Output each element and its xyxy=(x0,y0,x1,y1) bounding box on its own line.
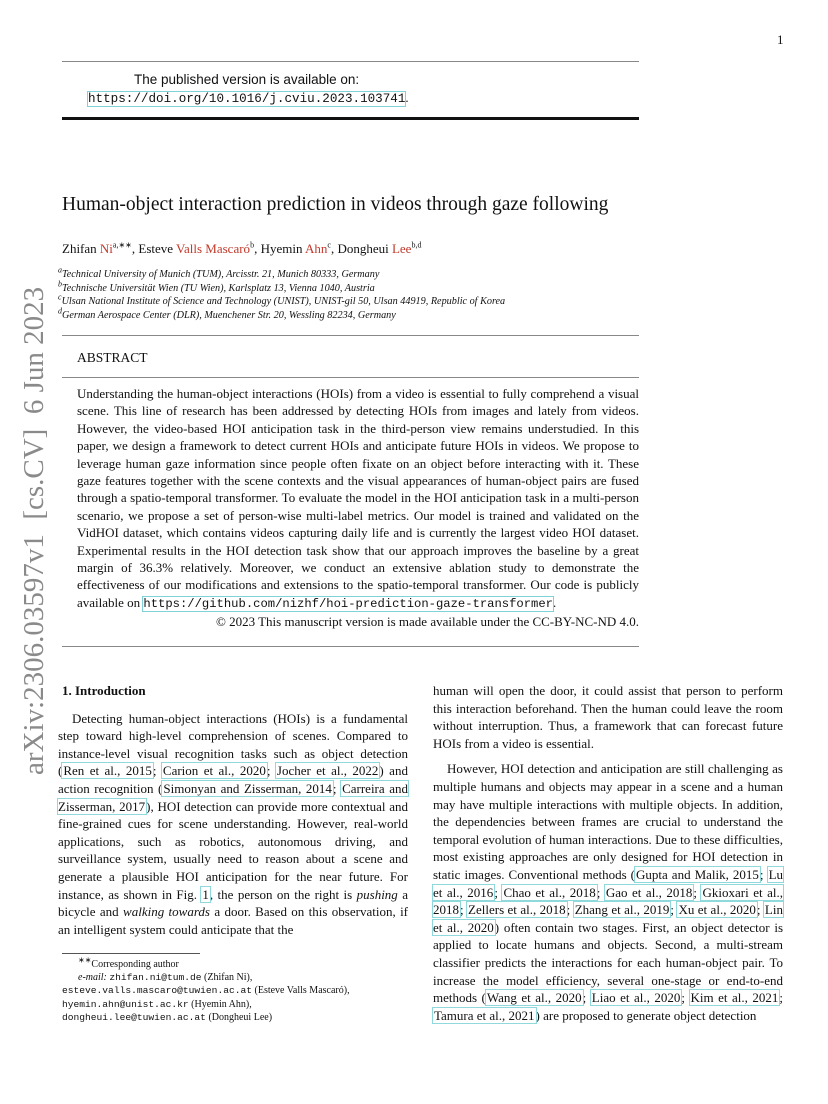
author-1: Zhifan $Ni^{a,∗∗}$, xyxy=(62,240,139,256)
citation-link[interactable]: Xu et al., 2020 xyxy=(678,902,756,918)
abstract-body: Understanding the human-object interactions (HOIs) from a video is essential to fully comprehend a visual scene. This line of research has been addressed by detecting HOIs from images and lately from videos. However, the video-based HOI anticipation task in the third-person view remains understudied. In this paper, we design a framework to detect current HOIs and anticipate future HOIs in videos. We propose to leverage human gaze information since people often fixate on an object before interacting with it. These gaze features together with the scene contexts and the visual appearances of human-object pairs are fused through a spatio-temporal transformer. To evaluate the model in the HOI anticipation task in a multi-person scenario, we propose a set of person-wise multi-label metrics. Our model is trained and validated on the VidHOI dataset, which contains videos capturing daily life and is currently the largest video HOI dataset. Experimental results in the HOI detection task show that our approach improves the baseline by a great margin of 36.3% relatively. Moreover, we conduct an extensive ablation study to demonstrate the effectiveness of our modifications and extensions to the spatio-temporal transformer. Our code is publicly available on https://github.com/nizhf/hoi-prediction-gaze-transformer. © 2023 This manuscript version is made available under the CC-BY-NC-ND 4.0. xyxy=(77,386,639,630)
doi-link[interactable]: https://doi.org/10.1016/j.cviu.2023.103741 xyxy=(88,92,406,106)
abstract-heading: ABSTRACT xyxy=(77,350,148,365)
paper-title: Human-object interaction prediction in videos through gaze following xyxy=(62,194,609,215)
abstract-bottom-rule xyxy=(62,646,639,647)
citation-link[interactable]: Zhang et al., 2019 xyxy=(574,902,670,918)
right-column xyxy=(433,682,783,1024)
section-heading-introduction: 1. Introduction xyxy=(62,683,146,698)
figure-reference-link[interactable]: 1 xyxy=(202,886,209,902)
author-3: Hyemin Ahn$^c$, xyxy=(260,240,338,256)
footnote-email-line-1: e-mail: zhifan.ni@tum.de (Zhifan Ni), xyxy=(78,972,253,984)
citation-link[interactable]: Jocher et al., 2022 xyxy=(276,763,379,779)
footnote-rule xyxy=(62,953,200,954)
intro-paragraph-3: However, HOI detection and anticipation are still challenging as multiple humans and objects may appear in a scene and a human may have multiple interactions with multiple objects. In addition, the dependencies between frames are crucial to understand the temporal evolution of human interactions. Due to these difficulties, most existing approaches are only designed for HOI detection in static images. Conventional methods (Gupta and Malik, 2015; Lu et al., 2016; Chao et al., 2018; Gao et al., 2018; Gkioxari et al., 2018; Zellers et al., 2018; Zhang et al., 2019; Xu et al., 2020; Lin et al., 2020) often contain two stages. First, an object detector is applied to locate humans and objects. Second, a multi-stream classifier predicts the interactions for each human-object pair. To increase the model efficiency, several one-stage or end-to-end methods (Wang et al., 2020; Liao et al., 2020; Kim et al., 2021; Tamura et al., 2021) are proposed to generate object detection xyxy=(433,761,784,1023)
author-2: Esteve Valls Mascaró$^b$, xyxy=(138,240,261,256)
footnote-corresponding: ∗∗Corresponding author xyxy=(78,955,179,970)
affiliation-a: $^a$Technical University of Munich (TUM), Arcisstr. 21, Munich 80333, Germany xyxy=(58,265,380,280)
citation-link[interactable]: Lu et al., 2016 xyxy=(433,866,784,900)
page-number: 1 xyxy=(777,32,784,47)
code-link[interactable]: https://github.com/nizhf/hoi-prediction-gaze-transformer xyxy=(143,596,553,611)
citation-link[interactable]: Tamura et al., 2021 xyxy=(434,1007,535,1023)
citation-link[interactable]: Gupta and Malik, 2015 xyxy=(636,866,759,882)
citation-link[interactable]: Chao et al., 2018 xyxy=(503,884,596,900)
citation-link[interactable]: Zellers et al., 2018 xyxy=(468,902,566,918)
affiliation-b: $^b$Technische Universität Wien (TU Wien), Karlsplatz 13, Vienna 1040, Austria xyxy=(58,279,375,294)
header-top-rule xyxy=(62,61,639,62)
author-list xyxy=(62,241,421,257)
citation-link[interactable]: Carion et al., 2020 xyxy=(162,763,266,779)
citation-link[interactable]: Wang et al., 2020 xyxy=(486,990,582,1006)
citation-link[interactable]: Kim et al., 2021 xyxy=(690,990,779,1006)
copyright-note: © 2023 This manuscript version is made available under the CC-BY-NC-ND 4.0. xyxy=(215,614,639,630)
intro-paragraph-2-cont: human will open the door, it could assist that person to perform this interaction beforehand. Then the human could leave the room without interruption. Thus, a framework that can forecast future HOIs from a video is essential. xyxy=(433,683,783,751)
footnote-email-line-2: esteve.valls.mascaro@tuwien.ac.at (Esteve Valls Mascaró), xyxy=(62,985,350,997)
footnote-email-line-3: hyemin.ahn@unist.ac.kr (Hyemin Ahn), xyxy=(62,998,252,1010)
arxiv-side-label: arXiv:2306.03597v1 [cs.CV] 6 Jun 2023 xyxy=(18,286,50,775)
left-column xyxy=(58,682,408,938)
citation-link[interactable]: Gkioxari et al., 2018 xyxy=(433,884,783,918)
citation-link[interactable]: Carreira and Zisserman, 2017 xyxy=(58,780,408,814)
doi-line xyxy=(88,90,409,106)
abstract-top-rule xyxy=(62,335,639,336)
citation-link[interactable]: Simonyan and Zisserman, 2014 xyxy=(163,780,332,796)
footnote-email-line-4: dongheui.lee@tuwien.ac.at (Dongheui Lee) xyxy=(62,1011,273,1023)
affiliation-d: $^d$German Aerospace Center (DLR), Muenchener Str. 20, Wessling 82234, Germany xyxy=(58,306,396,321)
citation-link[interactable]: Liao et al., 2020 xyxy=(591,990,681,1006)
published-version-note: The published version is available on: xyxy=(134,72,360,87)
footnote xyxy=(62,955,422,1024)
affiliations xyxy=(58,265,618,322)
citation-link[interactable]: Gao et al., 2018 xyxy=(605,884,693,900)
abstract-text: Understanding the human-object interactions (HOIs) from a video is essential to fully comprehend a visual scene. This line of research has been addressed by detecting HOIs from images and lately from videos. However, the video-based HOI anticipation task in the third-person view remains understudied. In this paper, we design a framework to detect current HOIs and anticipate future HOIs in videos. We propose to leverage human gaze information since people often fixate on an object before interacting with it. These gaze features together with the scene contexts and the visual appearances of human-object pairs are fused through a spatio-temporal transformer. To evaluate the model in the HOI anticipation task in a multi-person scenario, we propose a set of person-wise multi-label metrics. Our model is trained and validated on the VidHOI dataset, which contains videos capturing daily life and is currently the largest video HOI dataset. Experimental results in the HOI detection task show that our approach improves the baseline by a great margin of 36.3% relatively. Moreover, we conduct an extensive ablation study to demonstrate the effectiveness of our modifications and extensions to the spatio-temporal transformer. Our code is publicly available on xyxy=(77,386,639,610)
affiliation-c: $^c$Ulsan National Institute of Science and Technology (UNIST), UNIST-gil 50, Ulsan 44919, Republic of Korea xyxy=(58,292,506,308)
citation-link[interactable]: Ren et al., 2015 xyxy=(63,763,152,779)
citation-link[interactable]: Lin et al., 2020 xyxy=(433,902,783,935)
abstract-heading-rule xyxy=(62,377,639,378)
intro-paragraph-1: Detecting human-object interactions (HOIs) is a fundamental step toward high-level comprehension of scenes. Compared to instance-level visual recognition tasks such as object detection (Ren et al., 2015; Carion et al., 2020; Jocher et al., 2022) and action recognition (Simonyan and Zisserman, 2014; Carreira and Zisserman, 2017), HOI detection can provide more contextual and fine-grained cues for scene understanding. However, real-world applications, such as robotics, autonomous driving, and surveillance system, usually need to reason about a scene and generate a plausible HOI anticipation for the near future. For instance, as shown in Fig. 1, the person on the right is pushing a bicycle and walking towards a door. Based on this observation, if an intelligent system could anticipate that the xyxy=(58,710,409,937)
header-thick-rule xyxy=(62,117,639,120)
author-4: Dongheui Lee$^{b,d}$ xyxy=(337,240,422,256)
doi-suffix: . xyxy=(405,90,409,105)
